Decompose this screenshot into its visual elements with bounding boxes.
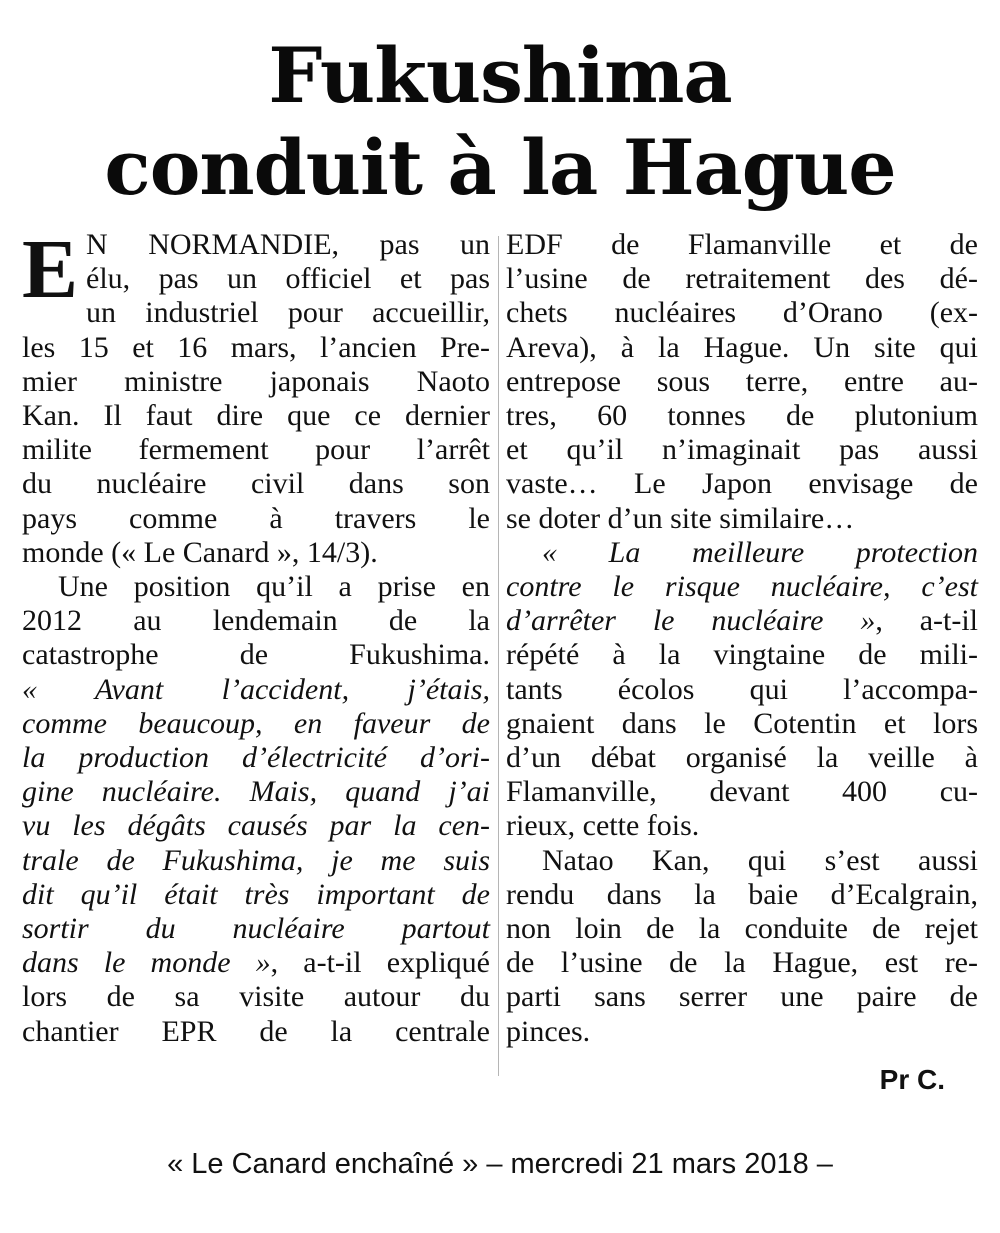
- text-line: Natao Kan, qui s’est aussi: [542, 843, 978, 877]
- text-line: lors de sa visite autour du: [22, 980, 490, 1014]
- text-line: Areva), à la Hague. Un site qui: [506, 330, 978, 364]
- text-line: mier ministre japonais Naoto: [22, 364, 490, 398]
- text-line: rendu dans la baie d’Ecalgrain,: [506, 877, 978, 911]
- text-line: rieux, cette fois.: [506, 809, 700, 843]
- text-line: et qu’il n’imaginait pas aussi: [506, 433, 978, 467]
- text-line: pinces.: [506, 1014, 591, 1048]
- text-line: chantier EPR de la centrale: [22, 1014, 490, 1048]
- headline: [0, 30, 1000, 214]
- text-line: gnaient dans le Cotentin et lors: [506, 706, 978, 740]
- headline-line-1: Fukushima: [268, 31, 732, 120]
- text-line: [506, 604, 978, 638]
- headline-line-2: conduit à la Hague: [104, 123, 896, 212]
- article-column-left: [22, 223, 490, 1049]
- text-line: catastrophe de Fukushima.: [22, 638, 490, 672]
- text-line: un industriel pour accueillir,: [86, 296, 490, 330]
- quote-line: « La meilleure protection: [542, 535, 978, 569]
- text-line: chets nucléaires d’Orano (ex-: [506, 296, 978, 330]
- text-line: [22, 946, 490, 980]
- quote-line: sortir du nucléaire partout: [22, 912, 490, 946]
- text-line: milite fermement pour l’arrêt: [22, 433, 490, 467]
- quote-line: trale de Fukushima, je me suis: [22, 843, 490, 877]
- text-line: EDF de Flamanville et de: [506, 228, 978, 261]
- text-line: vaste… Le Japon envisage de: [506, 467, 978, 501]
- quote-line: comme beaucoup, en faveur de: [22, 706, 490, 740]
- quote-line: « Avant l’accident, j’étais,: [22, 672, 490, 706]
- column-divider: [498, 236, 499, 1076]
- quote-attribution: , a-t-il: [875, 604, 978, 638]
- article-column-right: [506, 228, 978, 1049]
- text-line: tres, 60 tonnes de plutonium: [506, 399, 978, 433]
- drop-cap: E: [22, 223, 79, 316]
- text-line: de l’usine de la Hague, est re-: [506, 946, 978, 980]
- quote-line: dit qu’il était très important de: [22, 877, 490, 911]
- text-line: Une position qu’il a prise en: [58, 570, 490, 604]
- quote-end: d’arrêter le nucléaire »: [506, 604, 876, 638]
- text-line: l’usine de retraitement des dé-: [506, 262, 978, 296]
- text-line: 2012 au lendemain de la: [22, 604, 490, 638]
- text-line: N NORMANDIE, pas un: [86, 228, 490, 261]
- quote-line: vu les dégâts causés par la cen-: [22, 809, 490, 843]
- text-line: les 15 et 16 mars, l’ancien Pre-: [22, 330, 490, 364]
- text-line: élu, pas un officiel et pas: [86, 262, 490, 296]
- quote-attribution: , a-t-il expliqué: [270, 946, 490, 980]
- quote-line: gine nucléaire. Mais, quand j’ai: [22, 775, 490, 809]
- text-line: entrepose sous terre, entre au-: [506, 364, 978, 398]
- quote-line: la production d’électricité d’ori-: [22, 741, 490, 775]
- source-caption: « Le Canard enchaîné » – mercredi 21 mars 2018 –: [167, 1148, 833, 1180]
- text-line: tants écolos qui l’accompa-: [506, 672, 978, 706]
- author-signature: Pr C.: [879, 1064, 945, 1095]
- text-line: pays comme à travers le: [22, 501, 490, 535]
- text-line: Kan. Il faut dire que ce dernier: [22, 399, 490, 433]
- text-line: parti sans serrer une paire de: [506, 980, 978, 1014]
- text-line: d’un débat organisé la veille à: [506, 741, 978, 775]
- quote-line: contre le risque nucléaire, c’est: [506, 570, 978, 604]
- text-line: non loin de la conduite de rejet: [506, 912, 978, 946]
- text-line: monde (« Le Canard », 14/3).: [22, 535, 378, 569]
- text-line: répété à la vingtaine de mili-: [506, 638, 978, 672]
- text-line: se doter d’un site similaire…: [506, 501, 855, 535]
- text-line: du nucléaire civil dans son: [22, 467, 490, 501]
- quote-end: dans le monde »: [22, 946, 271, 980]
- text-line: Flamanville, devant 400 cu-: [506, 775, 978, 809]
